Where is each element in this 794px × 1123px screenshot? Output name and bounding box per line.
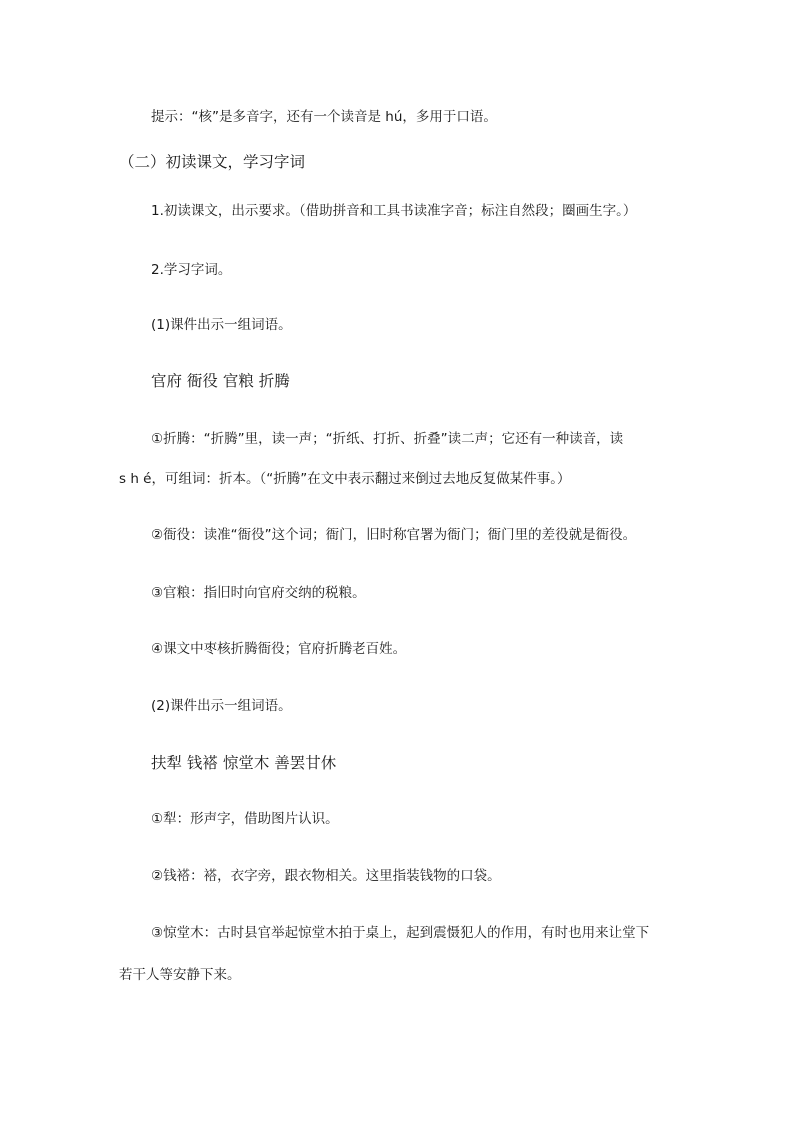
section-heading: （二）初读课文，学习字词	[119, 153, 306, 171]
note-4: ④课文中枣核折腾衙役；官府折腾老百姓。	[151, 641, 407, 657]
word-group-1-intro: (1)课件出示一组词语。	[151, 317, 292, 333]
note-2: ②衙役：读准“衙役”这个词；衙门，旧时称官署为衙门；衙门里的差役就是衙役。	[151, 527, 637, 543]
note-1-line-2: s h é，可组词：折本。（“折腾”在文中表示翻过来倒过去地反复做某件事。）	[119, 471, 571, 487]
note-3: ③官粮：指旧时向官府交纳的税粮。	[151, 585, 366, 601]
step-1-text: 1.初读课文，出示要求。（借助拼音和工具书读准字音；标注自然段；圈画生字。）	[151, 203, 637, 219]
note-6: ②钱褡：褡，衣字旁，跟衣物相关。这里指装钱物的口袋。	[151, 868, 501, 884]
word-group-1: 官府 衙役 官粮 折腾	[151, 372, 290, 390]
note-7-line-1: ③惊堂木：古时县官举起惊堂木拍于桌上，起到震慑犯人的作用，有时也用来让堂下	[151, 925, 650, 941]
step-2-text: 2.学习字词。	[151, 262, 232, 278]
note-7-line-2: 若干人等安静下来。	[119, 967, 241, 983]
note-5: ①犁：形声字，借助图片认识。	[151, 811, 339, 827]
hint-text: 提示：“核”是多音字，还有一个读音是 hú，多用于口语。	[151, 109, 497, 125]
word-group-2: 扶犁 钱褡 惊堂木 善罢甘休	[151, 754, 337, 772]
word-group-2-intro: (2)课件出示一组词语。	[151, 698, 292, 714]
note-1-line-1: ①折腾：“折腾”里，读一声；“折纸、打折、折叠”读二声；它还有一种读音，读	[151, 431, 624, 447]
